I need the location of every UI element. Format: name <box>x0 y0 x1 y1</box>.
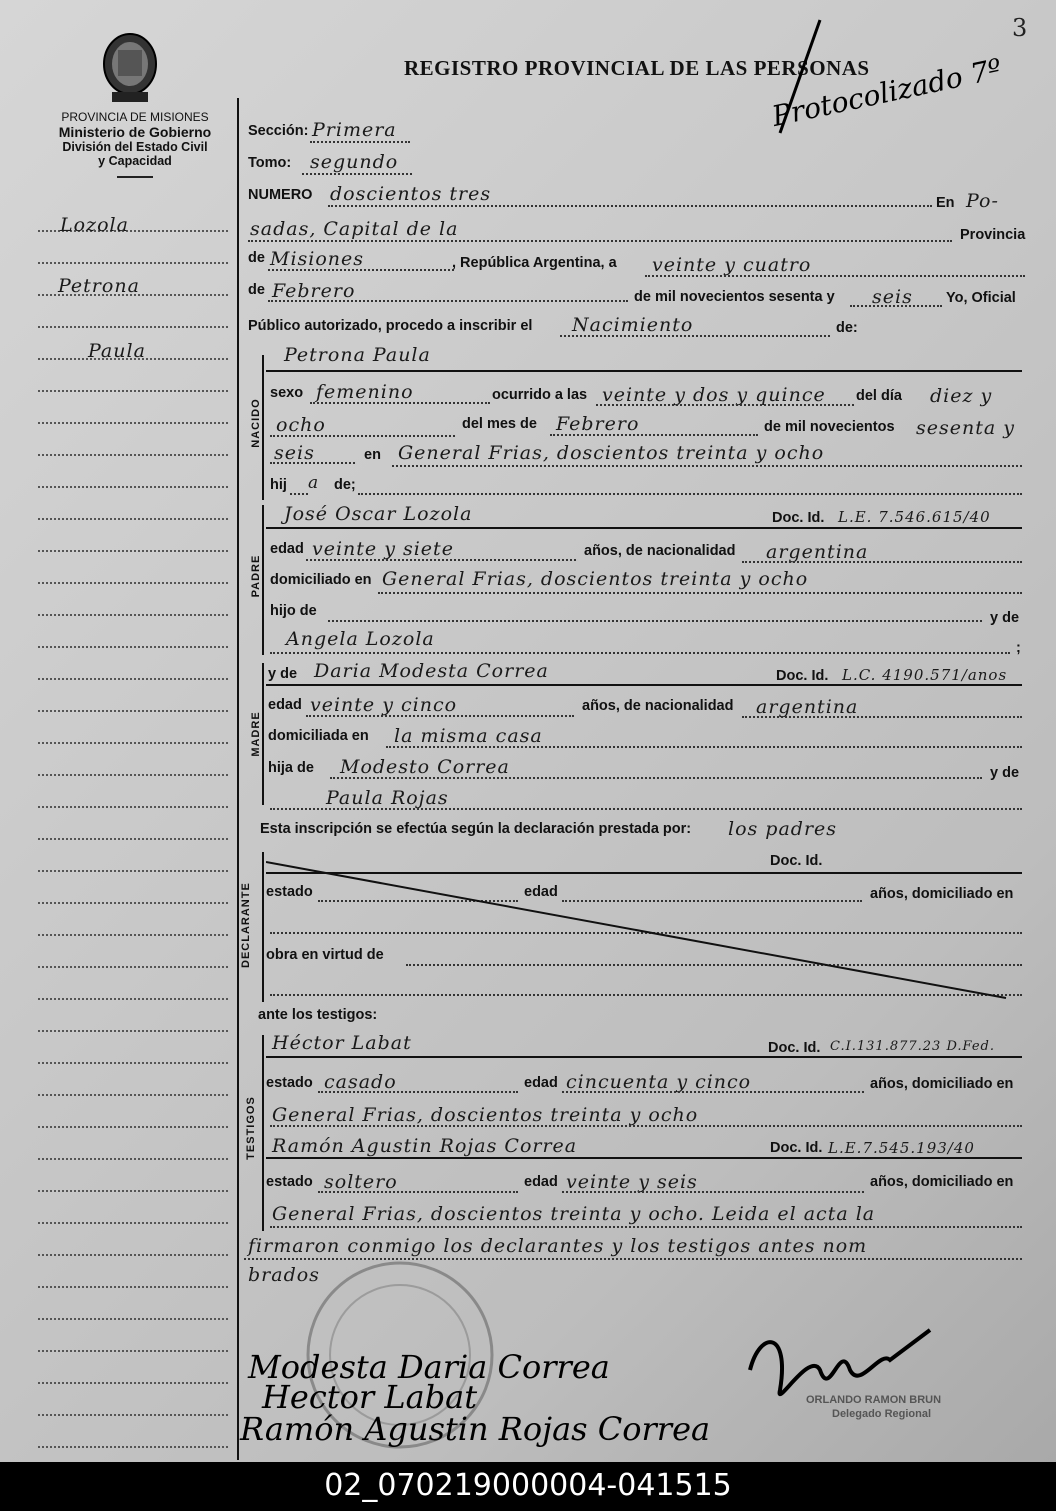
act-value: Nacimiento <box>572 314 694 336</box>
sidebar-ruled-line <box>38 1318 228 1320</box>
signature-witness2: Ramón Agustin Rojas Correa <box>240 1410 711 1448</box>
sidebar-ruled-line <box>38 262 228 264</box>
madre-edad-label: edad <box>268 697 302 713</box>
sidebar-ruled-line <box>38 838 228 840</box>
padre-hijo-label: hijo de <box>270 603 317 619</box>
de-label-1: de <box>248 250 265 266</box>
madre-doc-value: L.C. 4190.571/anos <box>842 666 1008 684</box>
sidebar-ruled-line <box>38 614 228 616</box>
de-colon-label: de: <box>836 320 858 336</box>
sidebar-ruled-line <box>38 646 228 648</box>
madre-dom-label: domiciliada en <box>268 728 369 744</box>
sidebar-ruled-line <box>38 1286 228 1288</box>
division-line2: y Capacidad <box>98 154 172 168</box>
anio-value: sesenta y <box>916 417 1015 439</box>
archive-code: 02_070219000004-041515 <box>324 1468 732 1503</box>
sidebar-ruled-line <box>38 1094 228 1096</box>
madre-name: Daria Modesta Correa <box>314 660 549 682</box>
signature-witness1: Hector Labat <box>262 1378 478 1416</box>
province-value: Misiones <box>270 248 365 270</box>
hij-de-label: de; <box>334 477 356 493</box>
sidebar-ruled-line <box>38 774 228 776</box>
testigo1-doc-value: C.I.131.877.23 D.Fed. <box>830 1039 995 1054</box>
testigo1-doc-label: Doc. Id. <box>768 1040 821 1056</box>
document-title: REGISTRO PROVINCIAL DE LAS PERSONAS <box>404 56 870 80</box>
madre-bracket <box>262 663 264 805</box>
sidebar-name-surname: Lozola <box>60 214 129 236</box>
nacido-bracket <box>262 355 264 500</box>
declaracion-label: Esta inscripción se efectúa según la declaración prestada por: <box>260 821 692 837</box>
madre-father-value: Modesto Correa <box>340 756 510 778</box>
sidebar-ruled-line <box>38 550 228 552</box>
padre-doc-label: Doc. Id. <box>772 510 825 526</box>
testigo1-dom-label: años, domiciliado en <box>870 1076 1014 1092</box>
en-value: Po- <box>966 190 999 212</box>
sidebar-ruled-line <box>38 1222 228 1224</box>
dia-label: del día <box>856 388 902 404</box>
mes-label: del mes de <box>462 416 537 432</box>
closing-line-1: firmaron conmigo los declarantes y los testigos antes nom <box>248 1235 868 1257</box>
year-value: seis <box>872 286 913 308</box>
nacido-tag: NACIDO <box>250 398 262 448</box>
sexo-value: femenino <box>316 381 414 403</box>
year-label: de mil novecientos sesenta y <box>634 289 835 305</box>
sidebar-ruled-line <box>38 742 228 744</box>
padre-tag: PADRE <box>250 554 262 598</box>
officer-stamp-line2: Delegado Regional <box>832 1408 932 1420</box>
ministry-name: Ministerio de Gobierno <box>58 124 212 140</box>
division-line1: División del Estado Civil <box>62 140 208 154</box>
provincia-label: Provincia <box>960 227 1026 243</box>
testigo2-edad-value: veinte y seis <box>566 1171 698 1193</box>
madre-hija-label: hija de <box>268 760 314 776</box>
sidebar-ruled-line <box>38 998 228 1000</box>
testigo1-name: Héctor Labat <box>272 1032 412 1054</box>
ocurrido-label: ocurrido a las <box>492 387 588 403</box>
madre-edad-value: veinte y cinco <box>310 694 458 716</box>
autorizado-label: Público autorizado, procedo a inscribir el <box>248 318 533 334</box>
en-label: En <box>936 195 955 211</box>
officer-label: Yo, Oficial <box>946 290 1016 306</box>
republica-label: , República Argentina, a <box>452 255 617 271</box>
hij-value: a <box>308 473 320 493</box>
sidebar-header <box>30 110 240 178</box>
declarante-edad-label: edad <box>524 884 558 900</box>
testigo2-edad-label: edad <box>524 1174 558 1190</box>
padre-doc-value: L.E. 7.546.615/40 <box>838 508 991 526</box>
padre-edad-label: edad <box>270 541 304 557</box>
sidebar-ruled-line <box>38 486 228 488</box>
sidebar-ruled-line <box>38 902 228 904</box>
sidebar-ruled-line <box>38 934 228 936</box>
dia-value-2: ocho <box>276 414 326 436</box>
sidebar-ruled-line <box>38 710 228 712</box>
main-column-border <box>237 98 239 1460</box>
de-label-2: de <box>248 282 265 298</box>
annotation-stroke <box>770 18 830 138</box>
sidebar-ruled-line <box>38 1126 228 1128</box>
testigo2-dom-label: años, domiciliado en <box>870 1174 1014 1190</box>
testigo1-name-rule <box>266 1056 1022 1058</box>
sidebar-ruled-line <box>38 1062 228 1064</box>
seccion-value: Primera <box>312 119 397 141</box>
declarante-obra-label: obra en virtud de <box>266 947 384 963</box>
numero-label: NUMERO <box>248 187 313 203</box>
declarante-tag: DECLARANTE <box>240 882 252 968</box>
sidebar-ruled-line <box>38 966 228 968</box>
madre-y-de-label: y de <box>990 765 1020 781</box>
madre-nac-value: argentina <box>756 696 859 718</box>
province-name: PROVINCIA DE MISIONES <box>61 110 209 124</box>
anio-label: de mil novecientos <box>764 419 895 435</box>
hora-value: veinte y dos y quince <box>602 384 826 406</box>
mes-value: Febrero <box>556 413 640 435</box>
madre-tag: MADRE <box>250 711 262 757</box>
sidebar-ruled-line <box>38 454 228 456</box>
sidebar-ruled-line <box>38 1030 228 1032</box>
madre-dom-value: la misma casa <box>394 725 543 747</box>
declaracion-value: los padres <box>728 818 838 840</box>
testigo1-edad-label: edad <box>524 1075 558 1091</box>
hij-label: hij <box>270 477 287 493</box>
anio-value-2: seis <box>274 442 315 464</box>
testigos-tag: TESTIGOS <box>245 1096 257 1160</box>
padre-name-rule <box>266 527 1022 529</box>
sidebar-ruled-line <box>38 870 228 872</box>
sidebar-ruled-line <box>38 518 228 520</box>
padre-nac-value: argentina <box>766 541 869 563</box>
tomo-label: Tomo: <box>248 155 292 171</box>
testigo2-name: Ramón Agustin Rojas Correa <box>272 1135 578 1157</box>
lugar-value: General Frias, doscientos treinta y ocho <box>398 442 825 464</box>
sidebar-ruled-line <box>38 326 228 328</box>
madre-mother-value: Paula Rojas <box>326 787 449 809</box>
padre-name: José Oscar Lozola <box>284 503 473 525</box>
sidebar-ruled-line <box>38 1350 228 1352</box>
sidebar-ruled-line <box>38 1254 228 1256</box>
testigo1-edad-value: cincuenta y cinco <box>566 1071 752 1093</box>
numero-value: doscientos tres <box>330 183 492 205</box>
page-number: 3 <box>1012 14 1028 42</box>
month-value: Febrero <box>272 280 356 302</box>
day-value: veinte y cuatro <box>652 254 812 276</box>
place-value: sadas, Capital de la <box>250 218 459 240</box>
padre-bracket <box>262 505 264 655</box>
declarante-strike-line <box>266 860 1014 1002</box>
padre-dom-label: domiciliado en <box>270 572 372 588</box>
declarante-dom-label: años, domiciliado en <box>870 886 1014 902</box>
sidebar-ruled-line <box>38 1414 228 1416</box>
marginal-annotation: Protocolizado 7º <box>769 52 1005 133</box>
padre-mother-value: Angela Lozola <box>286 628 435 650</box>
nacido-name-rule <box>266 370 1022 372</box>
sidebar-ruled-line <box>38 390 228 392</box>
padre-dom-value: General Frias, doscientos treinta y ocho <box>382 568 809 590</box>
madre-nac-label: años, de nacionalidad <box>582 698 734 714</box>
nacido-name: Petrona Paula <box>284 344 431 366</box>
sidebar-ruled-line <box>38 422 228 424</box>
padre-y-de-label: y de <box>990 610 1020 626</box>
officer-stamp-line1: ORLANDO RAMON BRUN <box>806 1394 942 1406</box>
seccion-label: Sección: <box>248 123 309 139</box>
sidebar-name-first: Petrona <box>58 275 140 297</box>
testigos-bracket <box>262 1035 264 1231</box>
sidebar-ruled-line <box>38 582 228 584</box>
sidebar-ruled-line <box>38 806 228 808</box>
testigo1-estado-label: estado <box>266 1075 313 1091</box>
testigo1-estado-value: casado <box>324 1071 397 1093</box>
sidebar-ruled-line <box>38 1190 228 1192</box>
padre-semicolon: ; <box>1016 640 1021 656</box>
provincial-crest-icon <box>98 30 162 106</box>
ante-testigos-label: ante los testigos: <box>258 1007 378 1023</box>
madre-name-rule <box>266 684 1022 686</box>
sidebar-ruled-line <box>38 1446 228 1448</box>
madre-doc-label: Doc. Id. <box>776 668 829 684</box>
testigo2-doc-label: Doc. Id. <box>770 1140 823 1156</box>
sidebar-ruled-line <box>38 678 228 680</box>
sidebar-ruled-line <box>38 1382 228 1384</box>
testigo2-name-rule <box>266 1157 1022 1159</box>
sidebar-ruled-line <box>38 1158 228 1160</box>
archive-footer <box>0 1462 1056 1511</box>
dia-value: diez y <box>930 385 993 407</box>
madre-yde-label: y de <box>268 666 298 682</box>
declarante-bracket <box>262 852 264 1002</box>
declarante-estado-label: estado <box>266 884 313 900</box>
testigo2-dom-value: General Frias, doscientos treinta y ocho. Leida el acta la <box>272 1203 876 1225</box>
sidebar-name-second: Paula <box>88 340 146 362</box>
testigo1-dom-value: General Frias, doscientos treinta y ocho <box>272 1104 699 1126</box>
sexo-label: sexo <box>270 385 304 401</box>
padre-edad-value: veinte y siete <box>312 538 454 560</box>
closing-line-2: brados <box>248 1264 320 1286</box>
en-nac-label: en <box>364 447 381 463</box>
tomo-value: segundo <box>310 151 399 173</box>
signature-mother: Modesta Daria Correa <box>248 1348 610 1386</box>
testigo2-estado-label: estado <box>266 1174 313 1190</box>
declarante-doc-label: Doc. Id. <box>770 853 823 869</box>
testigo2-estado-value: soltero <box>324 1171 398 1193</box>
padre-nac-label: años, de nacionalidad <box>584 543 736 559</box>
testigo2-doc-value: L.E.7.545.193/40 <box>828 1139 975 1157</box>
